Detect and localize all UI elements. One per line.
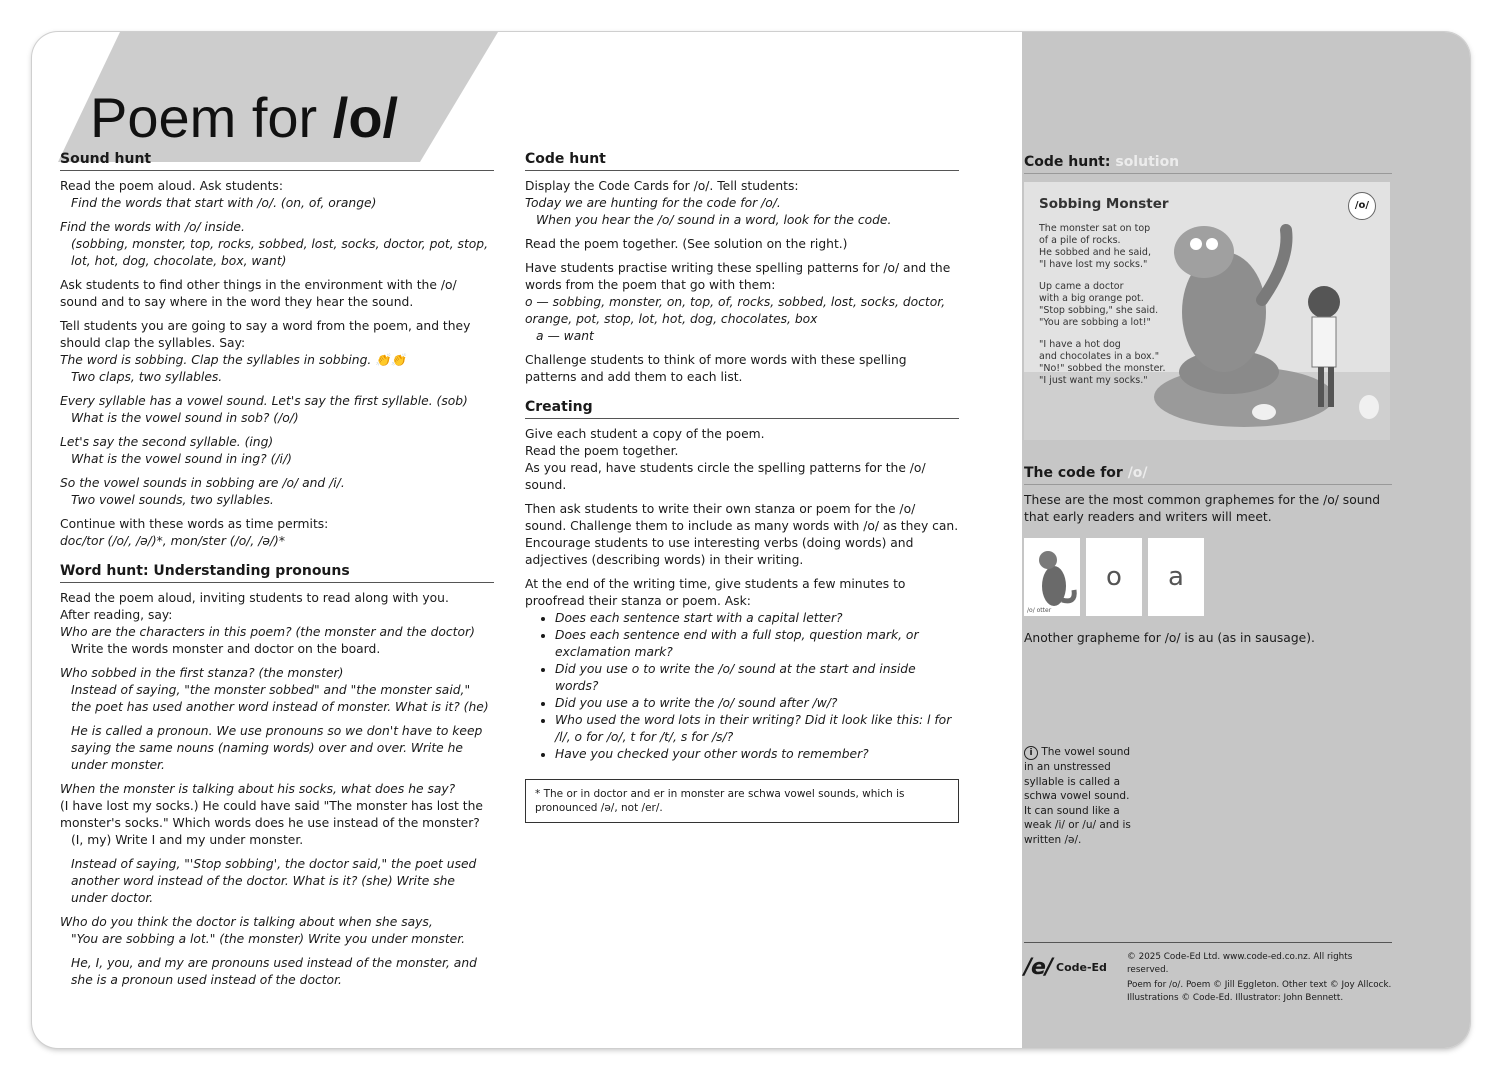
prompt: The word is sobbing. Clap the syllables in sobbing. 👏👏	[60, 353, 406, 367]
prompt: Who are the characters in this poem? (the monster and the doctor)	[60, 625, 475, 639]
poem-line: "You are sobbing a lot!"	[1039, 317, 1151, 328]
code-for-heading: The code for /o/	[1024, 464, 1392, 485]
poem-line: and chocolates in a box."	[1039, 351, 1160, 362]
paragraph: Another grapheme for /o/ is au (as in sausage).	[1024, 631, 1315, 645]
prompt: Instead of saying, "the monster sobbed" and "the monster said," the poet has used another word instead of monster. What is it? (he)	[71, 683, 489, 714]
paragraph: Continue with these words as time permits:	[60, 517, 329, 531]
prompt: Who do you think the doctor is talking about when she says,	[60, 915, 433, 929]
prompt: Who sobbed in the first stanza? (the monster)	[60, 666, 344, 680]
list-item: • Does each sentence start with a capital letter?	[555, 610, 959, 627]
prompt: He is called a pronoun. We use pronouns so we don't have to keep saying the same nouns (naming words) over and over. Write he under monster.	[71, 724, 483, 772]
paragraph: Give each student a copy of the poem.	[525, 427, 765, 441]
paragraph: Challenge students to think of more words with these spelling patterns and add them to each list.	[525, 353, 907, 384]
list-item: • Did you use a to write the /o/ sound after /w/?	[555, 695, 959, 712]
paragraph: Tell students you are going to say a word from the poem, and they should clap the syllables. Say:	[60, 319, 471, 350]
grapheme-card-o: o	[1086, 538, 1142, 616]
code-ed-logo	[1024, 955, 1107, 980]
info-icon: i	[1024, 746, 1038, 760]
prompt: Two claps, two syllables.	[71, 370, 223, 384]
code-for-tag: /o/	[1127, 465, 1148, 481]
sound-hunt-heading: Sound hunt	[60, 150, 494, 171]
paragraph: At the end of the writing time, give students a few minutes to proofread their stanza or poem. Ask:	[525, 577, 906, 608]
paragraph: Display the Code Cards for /o/. Tell students:	[525, 179, 799, 193]
prompt: Find the words that start with /o/. (on, of, orange)	[71, 196, 377, 210]
paragraph: Ask students to find other things in the environment with the /o/ sound and to say where in the word they hear the sound.	[60, 278, 457, 309]
word-hunt-heading: Word hunt: Understanding pronouns	[60, 562, 494, 583]
paragraph: These are the most common graphemes for the /o/ sound that early readers and writers will meet.	[1024, 493, 1381, 524]
prompt: When you hear the /o/ sound in a word, look for the code.	[536, 213, 892, 227]
poem-line: The monster sat on top	[1039, 223, 1151, 234]
poem-title: Sobbing Monster	[1039, 196, 1169, 212]
prompt: "You are sobbing a lot." (the monster) Write you under monster.	[71, 932, 466, 946]
paragraph: Then ask students to write their own stanza or poem for the /o/ sound. Challenge them to include as many words with /o/ as they can. Encourage students to use interesting verbs (doing words) and adjectives (describing words) in their writing.	[525, 502, 959, 567]
poem-line: "I just want my socks."	[1039, 375, 1148, 386]
grapheme-cards	[1024, 538, 1392, 616]
creating-heading: Creating	[525, 398, 959, 419]
otter-card-caption: /o/ otter	[1027, 607, 1052, 614]
poem-line: Up came a doctor	[1039, 281, 1124, 292]
column-middle	[525, 150, 959, 823]
prompt: Today we are hunting for the code for /o/.	[525, 196, 781, 210]
prompt: Instead of saying, "'Stop sobbing', the doctor said," the poet used another word instead of the doctor. What is it? (she) Write she under doctor.	[71, 857, 477, 905]
pattern-a-list: a — want	[536, 329, 594, 343]
logo-mark: /e/	[1024, 955, 1052, 980]
list-item: • Does each sentence end with a full stop, question mark, or exclamation mark?	[555, 627, 959, 661]
prompt: (sobbing, monster, top, rocks, sobbed, lost, socks, doctor, pot, stop, lot, hot, dog, chocolate, box, want)	[71, 237, 489, 268]
prompt: He, I, you, and my are pronouns used instead of the monster, and she is a pronoun used instead of the doctor.	[71, 956, 477, 987]
column-left	[60, 150, 494, 996]
prompt: Find the words with /o/ inside.	[60, 220, 245, 234]
paragraph: Read the poem aloud. Ask students:	[60, 179, 283, 193]
page-title: Poem for /o/	[90, 86, 399, 149]
paragraph: Read the poem aloud, inviting students to read along with you.	[60, 591, 449, 605]
prompt: Every syllable has a vowel sound. Let's say the first syllable. (sob)	[60, 394, 468, 408]
prompt: What is the vowel sound in ing? (/i/)	[71, 452, 292, 466]
copyright-text: © 2025 Code-Ed Ltd. www.code-ed.co.nz. All rights reserved. Poem for /o/. Poem © Jill Eggleton. Other text © Joy Allcock. Illustrations © Code-Ed. Illustrator: John Bennett.	[1127, 952, 1392, 1003]
schwa-footnote: * The or in doctor and er in monster are schwa vowel sounds, which is pronounced /ə/, not /er/.	[525, 779, 959, 823]
poem-line: "I have lost my socks."	[1039, 259, 1148, 270]
code-hunt-heading: Code hunt	[525, 150, 959, 171]
list-item: • Did you use o to write the /o/ sound at the start and inside words?	[555, 661, 959, 695]
grapheme-card-a: a	[1148, 538, 1204, 616]
list-item: • Who used the word lots in their writing? Did it look like this: l for /l/, o for /o/, t for /t/, s for /s/?	[555, 712, 959, 746]
code-hunt-solution-heading: Code hunt: solution	[1024, 153, 1392, 174]
poem-line: He sobbed and he said,	[1039, 247, 1151, 258]
paragraph: As you read, have students circle the spelling patterns for the /o/ sound.	[525, 461, 926, 492]
list-item: • Have you checked your other words to remember?	[555, 746, 959, 763]
prompt: So the vowel sounds in sobbing are /o/ and /i/.	[60, 476, 345, 490]
instruction: (I have lost my socks.) He could have said "The monster has lost the monster's socks." Which words does he use instead of the monster?	[60, 799, 483, 830]
instruction: Write the words monster and doctor on the board.	[71, 642, 381, 656]
otter-icon	[1024, 538, 1080, 616]
poem-line: "No!" sobbed the monster.	[1039, 363, 1166, 374]
otter-card	[1024, 538, 1080, 616]
word-list: doc/tor (/o/, /ə/)*, mon/ster (/o/, /ə/)*	[60, 534, 286, 548]
prompt: What is the vowel sound in sob? (/o/)	[71, 411, 299, 425]
solution-tag: solution	[1115, 154, 1180, 170]
paragraph: Have students practise writing these spelling patterns for /o/ and the words from the poem that go with them:	[525, 261, 951, 292]
schwa-info: i The vowel sound in an unstressed syllable is called a schwa vowel sound. It can sound like a weak /i/ or /u/ and is written /ə/.	[1024, 746, 1131, 846]
prompt: When the monster is talking about his socks, what does he say?	[60, 782, 456, 796]
paragraph: After reading, say:	[60, 608, 173, 622]
prompt: Two vowel sounds, two syllables.	[71, 493, 274, 507]
poem-line: with a big orange pot.	[1039, 293, 1144, 304]
paragraph: Read the poem together.	[525, 444, 679, 458]
poem-line: "Stop sobbing," she said.	[1039, 305, 1159, 316]
poem-line: of a pile of rocks.	[1039, 235, 1121, 246]
paragraph: Read the poem together. (See solution on the right.)	[525, 237, 848, 251]
title-code: /o/	[332, 86, 399, 149]
footer	[1024, 942, 1392, 1004]
proofread-checklist	[525, 610, 959, 763]
column-right	[1024, 153, 1392, 654]
poem-illustration	[1024, 182, 1390, 440]
pattern-o-list: o — sobbing, monster, on, top, of, rocks, sobbed, lost, socks, doctor, orange, pot, stop, lot, hot, dog, chocolates, box	[525, 295, 946, 326]
instruction: (I, my) Write I and my under monster.	[71, 833, 304, 847]
sound-badge: /o/	[1348, 192, 1376, 220]
poem-line: "I have a hot dog	[1039, 339, 1121, 350]
logo-text: Code-Ed	[1056, 961, 1107, 974]
prompt: Let's say the second syllable. (ing)	[60, 435, 274, 449]
